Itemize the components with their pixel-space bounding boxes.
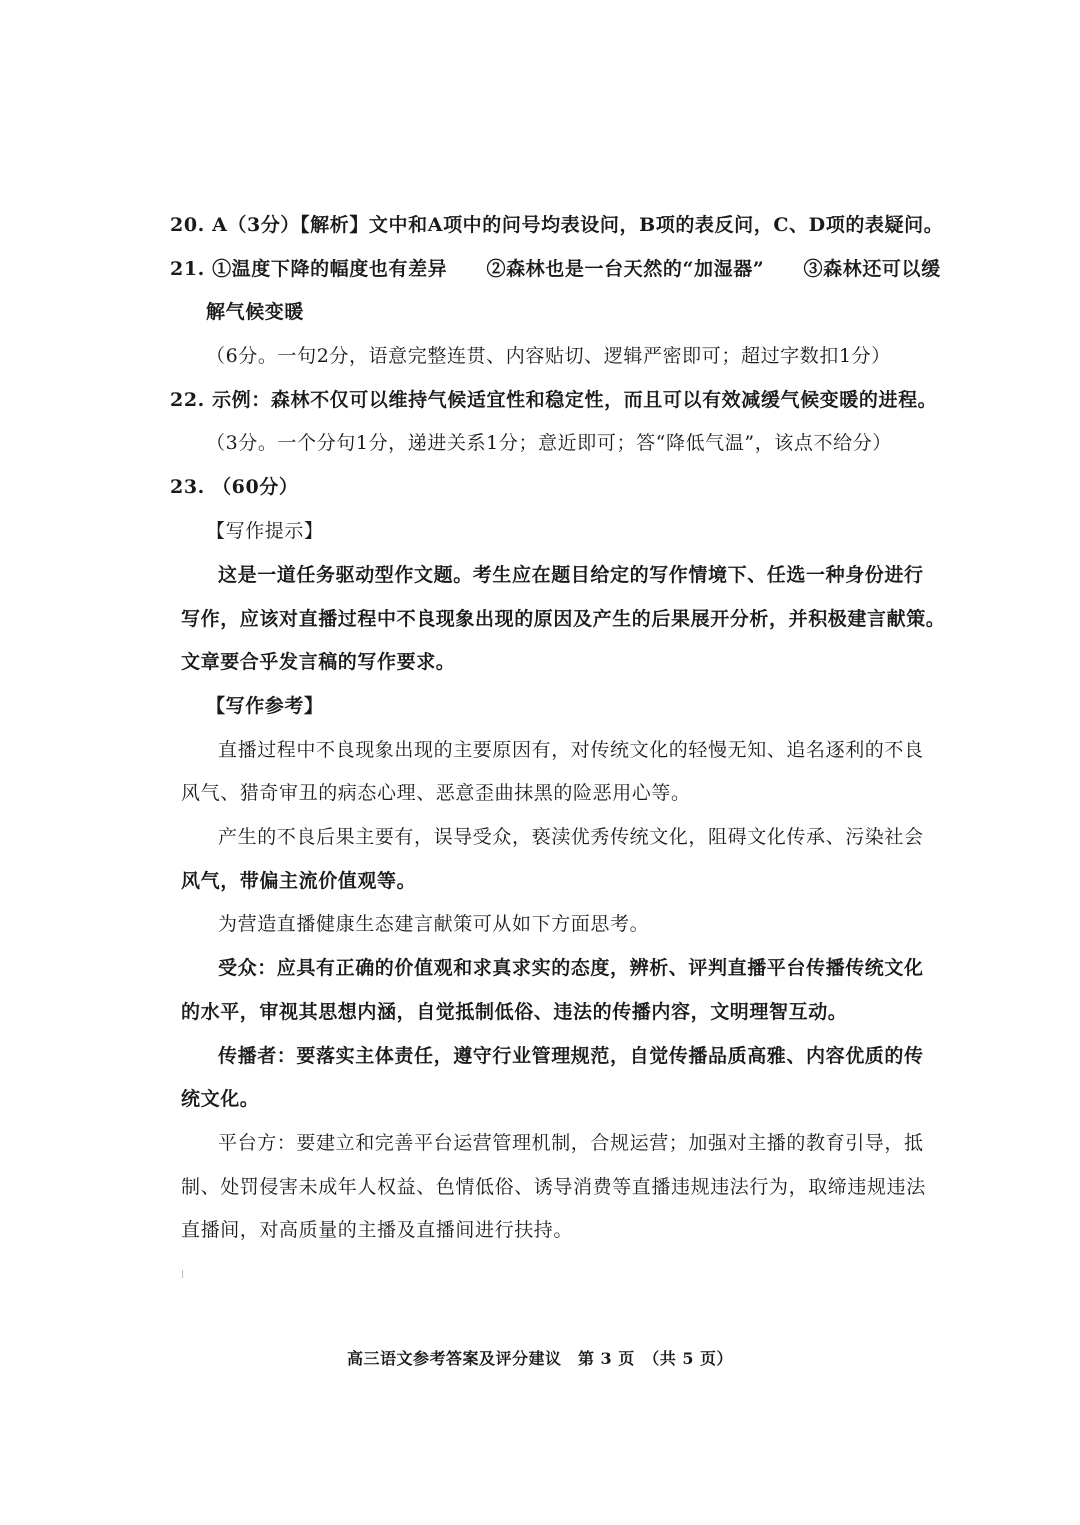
reference-paragraph-platform: 制、处罚侵害未成年人权益、色情低俗、诱导消费等直播违规违法行为，取缔违规违法 (181, 1176, 926, 1198)
writing-tips-paragraph: 文章要合乎发言稿的写作要求。 (181, 651, 456, 673)
reference-paragraph-causes: 直播过程中不良现象出现的主要原因有，对传统文化的轻慢无知、追名逐利的不良 (218, 739, 924, 761)
reference-paragraph-consequences: 风气，带偏主流价值观等。 (181, 870, 417, 892)
answer-23: 23. （60分） (170, 476, 299, 498)
reference-paragraph-suggestions-intro: 为营造直播健康生态建言献策可从如下方面思考。 (218, 913, 650, 935)
reference-paragraph-audience: 的水平，审视其思想内涵，自觉抵制低俗、违法的传播内容，文明理智互动。 (181, 1001, 848, 1023)
answer-22-scoring-note: （3分。一个分句1分，递进关系1分；意近即可；答“降低气温”，该点不给分） (206, 432, 892, 454)
page-footer: 高三语文参考答案及评分建议 第 3 页 （共 5 页） (346, 1349, 734, 1368)
reference-paragraph-platform: 直播间，对高质量的主播及直播间进行扶持。 (181, 1219, 574, 1241)
reference-paragraph-broadcaster: 传播者：要落实主体责任，遵守行业管理规范，自觉传播品质高雅、内容优质的传 (218, 1045, 924, 1067)
writing-reference-heading: 【写作参考】 (206, 695, 324, 717)
reference-paragraph-audience: 受众：应具有正确的价值观和求真求实的态度，辨析、评判直播平台传播传统文化 (218, 957, 924, 979)
writing-tips-paragraph: 写作，应该对直播过程中不良现象出现的原因及产生的后果展开分析，并积极建言献策。 (181, 608, 946, 630)
reference-paragraph-consequences: 产生的不良后果主要有，误导受众，亵渎优秀传统文化，阻碍文化传承、污染社会 (218, 826, 924, 848)
answer-21-scoring-note: （6分。一句2分，语意完整连贯、内容贴切、逻辑严密即可；超过字数扣1分） (206, 345, 891, 367)
answer-22: 22. 示例：森林不仅可以维持气候适宜性和稳定性，而且可以有效减缓气候变暖的进程。 (170, 389, 938, 411)
answer-21: 21. ①温度下降的幅度也有差异 ②森林也是一台天然的“加湿器” ③森林还可以缓 (170, 258, 941, 280)
reference-paragraph-platform: 平台方：要建立和完善平台运营管理机制，合规运营；加强对主播的教育引导，抵 (218, 1132, 924, 1154)
answer-21-continued: 解气候变暖 (206, 301, 305, 323)
writing-tips-paragraph: 这是一道任务驱动型作文题。考生应在题目给定的写作情境下、任选一种身份进行 (218, 564, 924, 586)
answer-20: 20. A（3分）【解析】文中和A项中的问号均表设问，B项的表反问，C、D项的表疑问。 (170, 214, 944, 236)
reference-paragraph-broadcaster: 统文化。 (181, 1088, 260, 1110)
reference-paragraph-causes: 风气、猎奇审丑的病态心理、恶意歪曲抹黑的险恶用心等。 (181, 782, 691, 804)
writing-tips-heading: 【写作提示】 (206, 520, 324, 542)
scan-speck (182, 1270, 183, 1278)
